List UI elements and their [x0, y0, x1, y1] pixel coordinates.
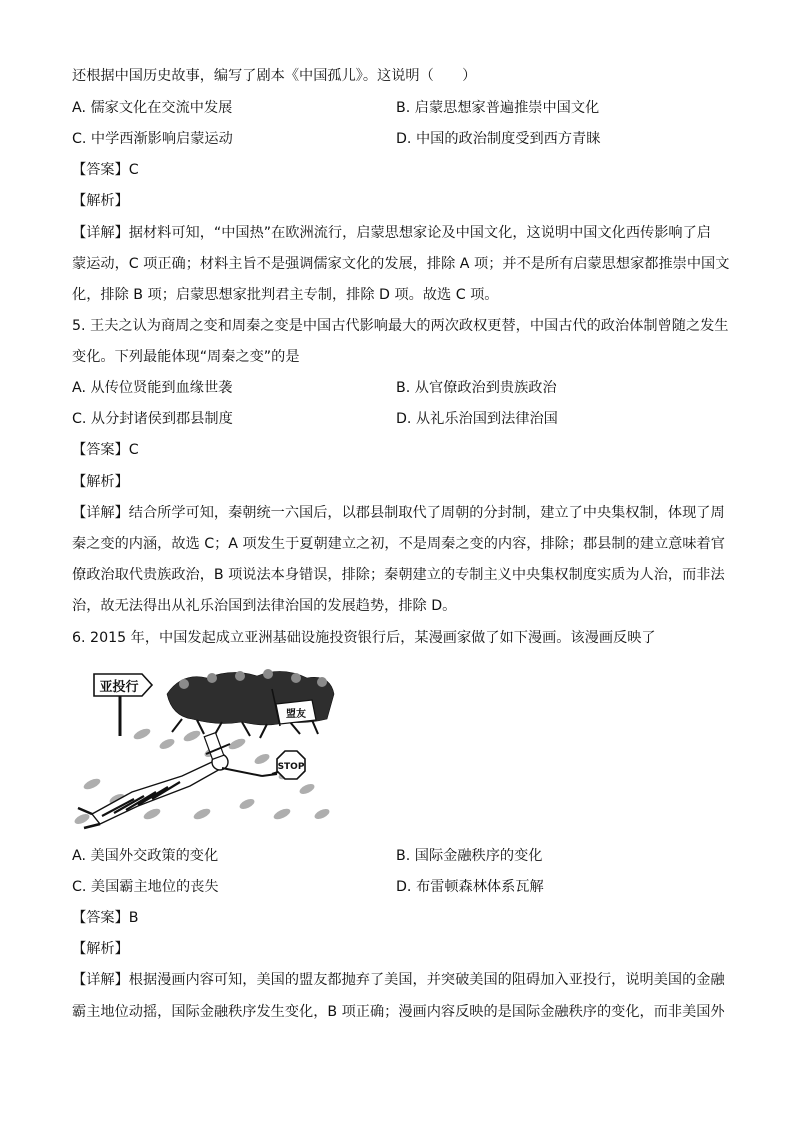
- q5-detail-line-1: 【详解】结合所学可知，秦朝统一六国后，以郡县制取代了周朝的分封制，建立了中央集权制，体现了周: [72, 505, 725, 521]
- q4-analysis-label: 【解析】: [72, 193, 129, 209]
- q5-option-d: D. 从礼乐治国到法律治国: [396, 411, 558, 427]
- q5-stem-line-1: 5. 王夫之认为商周之变和周秦之变是中国古代影响最大的两次政权更替，中国古代的政治体制曾随之发生: [72, 318, 729, 334]
- q4-option-b: B. 启蒙思想家普遍推崇中国文化: [396, 100, 600, 116]
- q6-detail-line-2: 霸主地位动摇，国际金融秩序发生变化，B 项正确；漫画内容反映的是国际金融秩序的变化，而非美国外: [72, 1004, 725, 1020]
- q4-stem: 还根据中国历史故事，编写了剧本《中国孤儿》。这说明（ ）: [72, 68, 477, 84]
- q6-option-b: B. 国际金融秩序的变化: [396, 848, 543, 864]
- stop-sign-text: STOP: [277, 762, 305, 772]
- q5-answer: 【答案】C: [72, 442, 139, 458]
- q4-option-a: A. 儒家文化在交流中发展: [72, 100, 233, 116]
- q5-analysis-label: 【解析】: [72, 474, 129, 490]
- q5-option-a: A. 从传位贤能到血缘世袭: [72, 380, 233, 396]
- allies-flag-text: 盟友: [286, 709, 306, 720]
- q5-detail-line-2: 秦之变的内涵，故选 C；A 项发生于夏朝建立之初，不是周秦之变的内容，排除；郡县制的建立意味着官: [72, 536, 725, 552]
- q6-option-c: C. 美国霸主地位的丧失: [72, 879, 219, 895]
- q6-answer: 【答案】B: [72, 910, 139, 926]
- q4-detail-line-1: 【详解】据材料可知，“中国热”在欧洲流行，启蒙思想家论及中国文化，这说明中国文化西传影响了启: [72, 225, 711, 241]
- q4-option-c: C. 中学西渐影响启蒙运动: [72, 131, 233, 147]
- q5-option-c: C. 从分封诸侯到郡县制度: [72, 411, 233, 427]
- q5-detail-line-3: 僚政治取代贵族政治，B 项说法本身错误，排除；秦朝建立的专制主义中央集权制度实质为人治，而非法: [72, 567, 725, 583]
- q5-option-b: B. 从官僚政治到贵族政治: [396, 380, 557, 396]
- aiib-cartoon: [72, 664, 338, 830]
- q4-answer: 【答案】C: [72, 162, 139, 178]
- q6-analysis-label: 【解析】: [72, 941, 129, 957]
- q5-detail-line-4: 治，故无法得出从礼乐治国到法律治国的发展趋势，排除 D。: [72, 598, 457, 614]
- q6-stem: 6. 2015 年，中国发起成立亚洲基础设施投资银行后，某漫画家做了如下漫画。该漫画反映了: [72, 630, 656, 646]
- signpost-text: 亚投行: [99, 680, 139, 695]
- q5-stem-line-2: 变化。下列最能体现“周秦之变”的是: [72, 349, 300, 365]
- q4-detail-line-3: 化，排除 B 项；启蒙思想家批判君主专制，排除 D 项。故选 C 项。: [72, 287, 499, 303]
- q6-detail-line-1: 【详解】根据漫画内容可知，美国的盟友都抛弃了美国，并突破美国的阻碍加入亚投行，说明美国的金融: [72, 972, 725, 988]
- q6-option-d: D. 布雷顿森林体系瓦解: [396, 879, 544, 895]
- q4-detail-line-2: 蒙运动，C 项正确；材料主旨不是强调儒家文化的发展，排除 A 项；并不是所有启蒙思想家都推崇中国文: [72, 256, 730, 272]
- q4-option-d: D. 中国的政治制度受到西方青睐: [396, 131, 601, 147]
- q6-option-a: A. 美国外交政策的变化: [72, 848, 219, 864]
